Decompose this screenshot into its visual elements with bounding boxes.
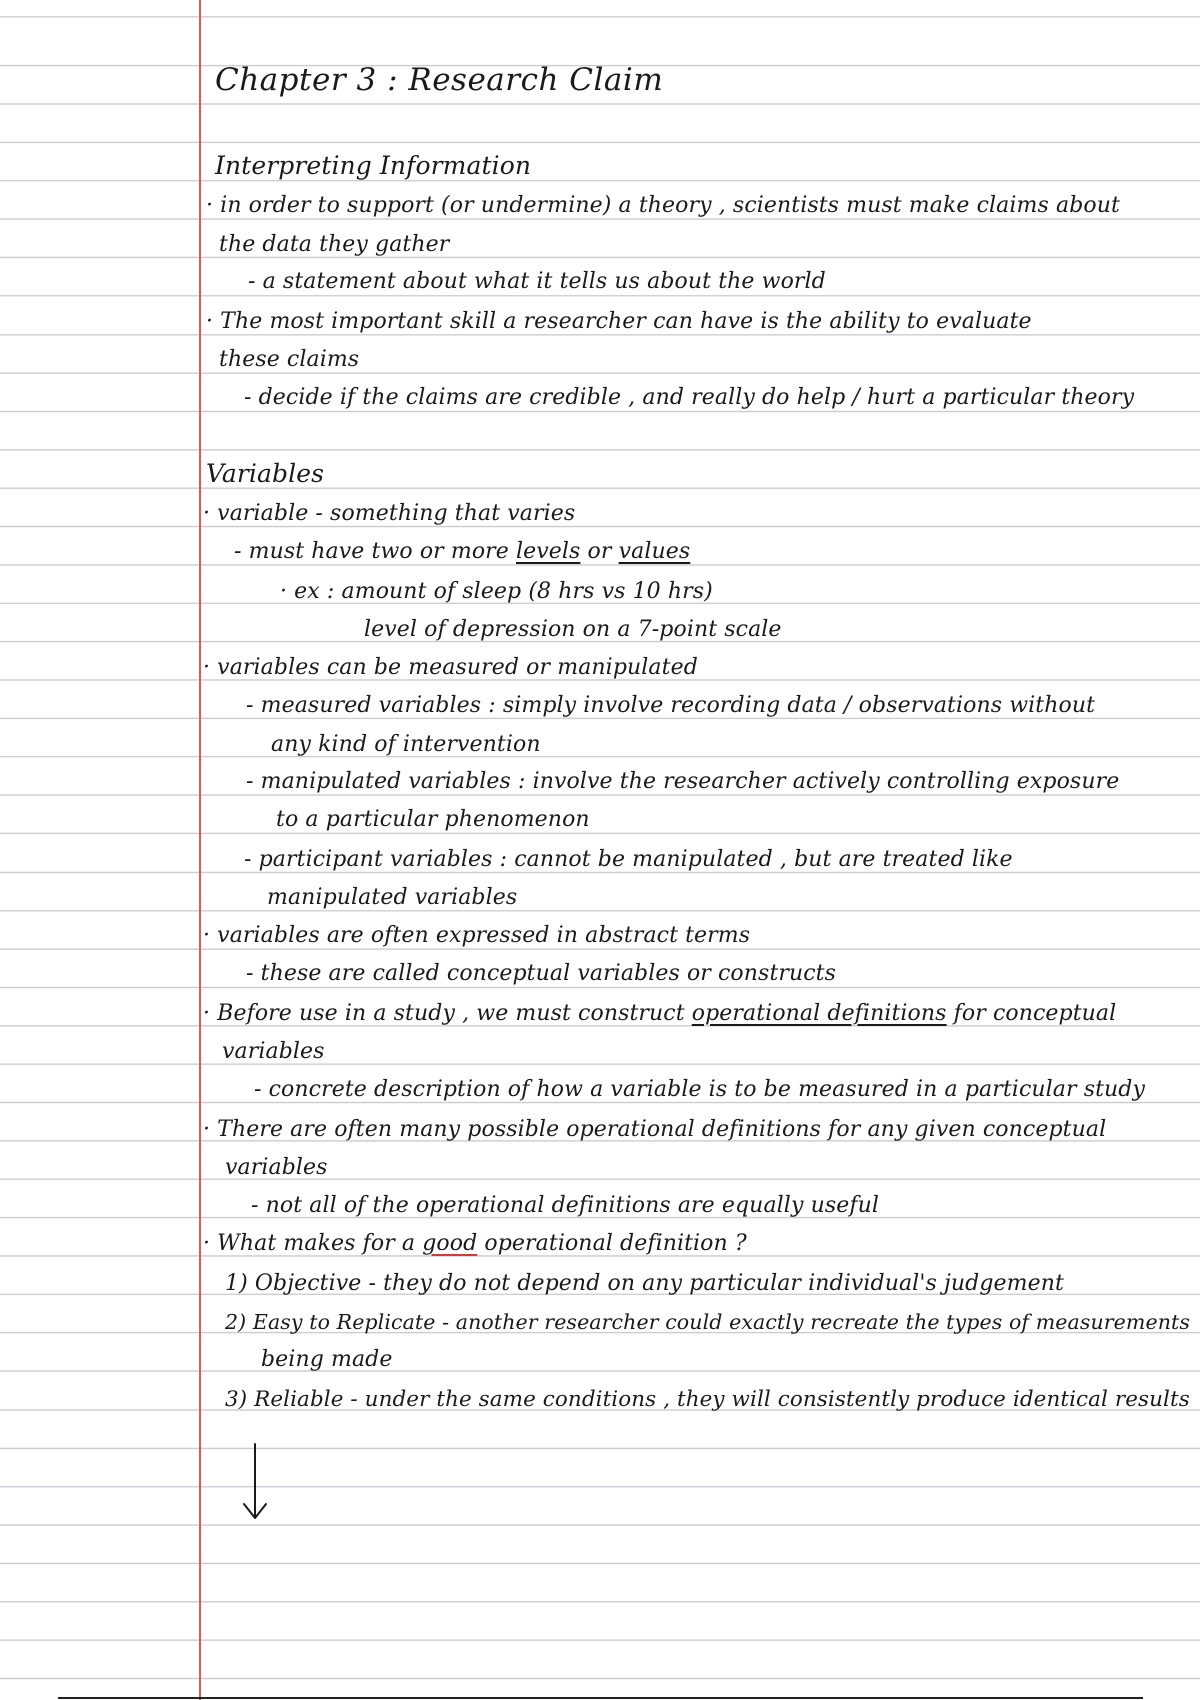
note-line: - decide if the claims are credible , and really do help / hurt a particular theory bbox=[244, 385, 1135, 410]
note-line: - manipulated variables : involve the researcher actively controlling exposure bbox=[246, 769, 1120, 794]
note-line: to a particular phenomenon bbox=[276, 807, 590, 832]
note-line: - must have two or more levels or values bbox=[234, 539, 691, 564]
note-line: - not all of the operational definitions are equally useful bbox=[251, 1193, 879, 1218]
note-line: - measured variables : simply involve recording data / observations without bbox=[246, 693, 1096, 718]
note-line: 3) Reliable - under the same conditions , they will consistently produce identical results bbox=[225, 1387, 1190, 1412]
note-line: · There are often many possible operational definitions for any given conceptual bbox=[203, 1117, 1107, 1142]
note-line: manipulated variables bbox=[267, 885, 518, 910]
note-line: · in order to support (or undermine) a theory , scientists must make claims about bbox=[206, 193, 1120, 218]
note-line: the data they gather bbox=[219, 232, 450, 257]
note-line: · Before use in a study , we must construct operational definitions for conceptual bbox=[203, 1001, 1117, 1026]
page-title: Chapter 3 : Research Claim bbox=[215, 62, 664, 98]
note-line: · What makes for a good operational definition ? bbox=[203, 1231, 747, 1256]
note-line: - participant variables : cannot be manipulated , but are treated like bbox=[244, 847, 1013, 872]
note-line: - a statement about what it tells us about the world bbox=[248, 269, 826, 294]
note-line: · variables can be measured or manipulated bbox=[203, 655, 698, 680]
down-arrow-icon bbox=[240, 1442, 270, 1522]
note-line: variables bbox=[222, 1039, 325, 1064]
bottom-rule bbox=[58, 1697, 1143, 1699]
note-line: · The most important skill a researcher can have is the ability to evaluate bbox=[206, 309, 1032, 334]
note-line: - these are called conceptual variables or constructs bbox=[246, 961, 837, 986]
note-line: - concrete description of how a variable is to be measured in a particular study bbox=[254, 1077, 1146, 1102]
note-line: 1) Objective - they do not depend on any particular individual's judgement bbox=[225, 1271, 1064, 1296]
note-line: level of depression on a 7-point scale bbox=[364, 617, 782, 642]
note-line: · variables are often expressed in abstract terms bbox=[203, 923, 751, 948]
note-line: any kind of intervention bbox=[271, 732, 541, 757]
notebook-margin-line bbox=[199, 0, 201, 1700]
note-line: · ex : amount of sleep (8 hrs vs 10 hrs) bbox=[280, 579, 713, 604]
note-line: · variable - something that varies bbox=[203, 501, 576, 526]
note-line: variables bbox=[225, 1155, 328, 1180]
note-line: being made bbox=[261, 1347, 393, 1372]
note-line: these claims bbox=[219, 347, 360, 372]
section-heading-interpreting: Interpreting Information bbox=[215, 151, 532, 180]
section-heading-variables: Variables bbox=[206, 459, 325, 488]
note-line: 2) Easy to Replicate - another researcher could exactly recreate the types of measurements bbox=[225, 1310, 1190, 1334]
